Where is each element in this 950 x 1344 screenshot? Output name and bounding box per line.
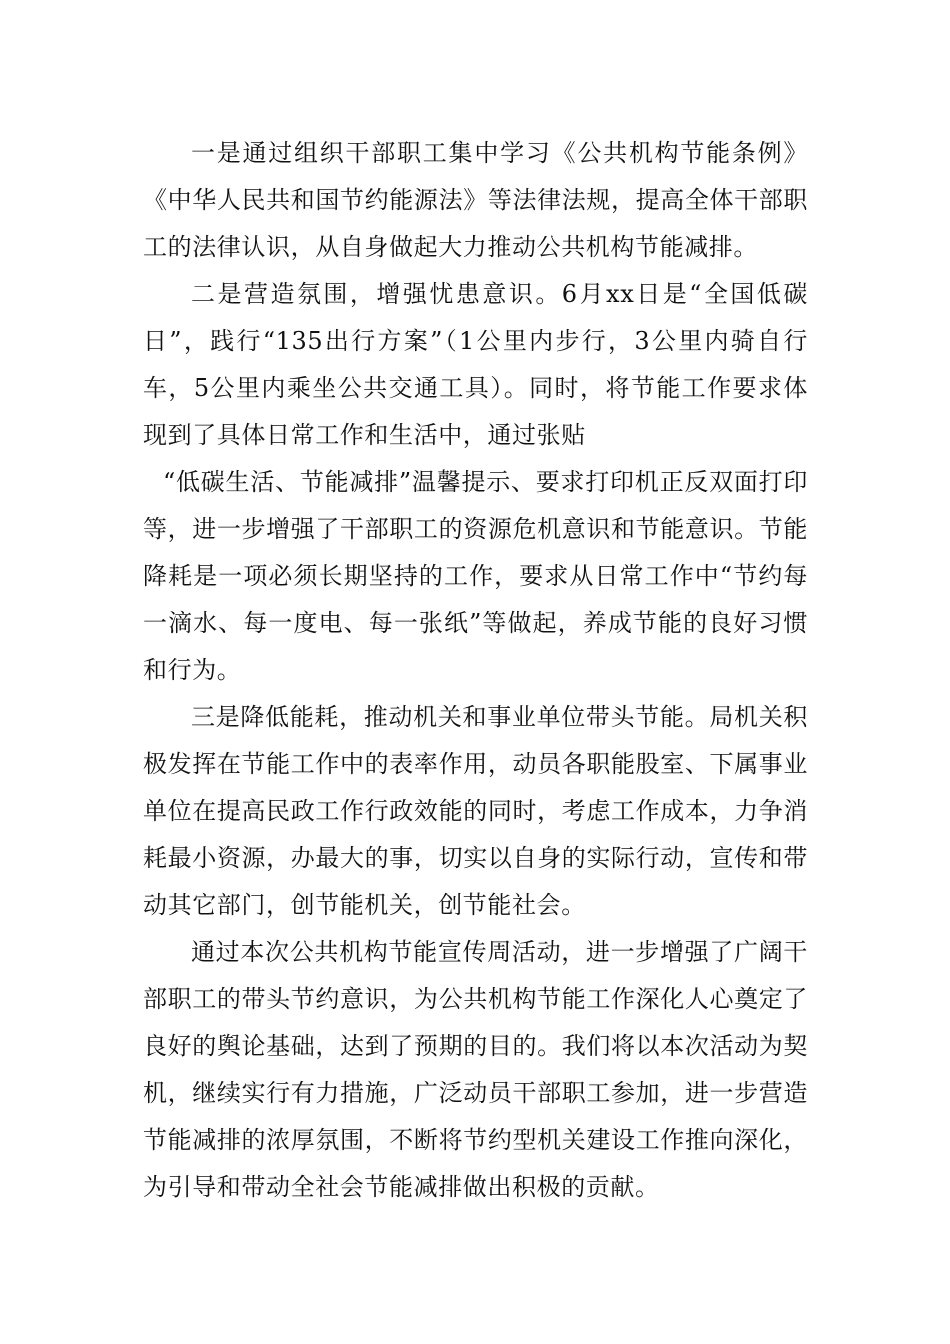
paragraph-reduce-energy: 三是降低能耗，推动机关和事业单位带头节能。局机关积极发挥在节能工作中的表率作用，动员各职能股室、下属事业单位在提高民政工作行政效能的同时，考虑工作成本，力争消耗最小资源，办最大的事，切实以自身的实际行动，宣传和带动其它部门，创节能机关，创节能社会。 xyxy=(143,703,808,919)
paragraph-conclusion: 通过本次公共机构节能宣传周活动，进一步增强了广阔干部职工的带头节约意识，为公共机构节能工作深化人心奠定了良好的舆论基础，达到了预期的目的。我们将以本次活动为契机，继续实行有力措施，广泛动员干部职工参加，进一步营造节能减排的浓厚氛围，不断将节约型机关建设工作推向深化，为引导和带动全社会节能减排做出积极的贡献。 xyxy=(143,938,808,1201)
paragraph-legal-study: 一是通过组织干部职工集中学习《公共机构节能条例》《中华人民共和国节约能源法》等法律法规，提高全体干部职工的法律认识，从自身做起大力推动公共机构节能减排。 xyxy=(143,139,808,261)
paragraph-atmosphere: 二是营造氛围，增强忧患意识。6月xx日是“全国低碳日”，践行“135出行方案”（1公里内步行，3公里内骑自行车，5公里内乘坐公共交通工具）。同时，将节能工作要求体现到了具体日常工作和生活中，通过张贴 xyxy=(143,280,808,449)
document-body xyxy=(143,130,808,1211)
paragraph-low-carbon-tips: “低碳生活、节能减排”温馨提示、要求打印机正反双面打印等，进一步增强了干部职工的资源危机意识和节能意识。节能降耗是一项必须长期坚持的工作，要求从日常工作中“节约每一滴水、每一度电、每一张纸”等做起，养成节能的良好习惯和行为。 xyxy=(143,468,808,684)
